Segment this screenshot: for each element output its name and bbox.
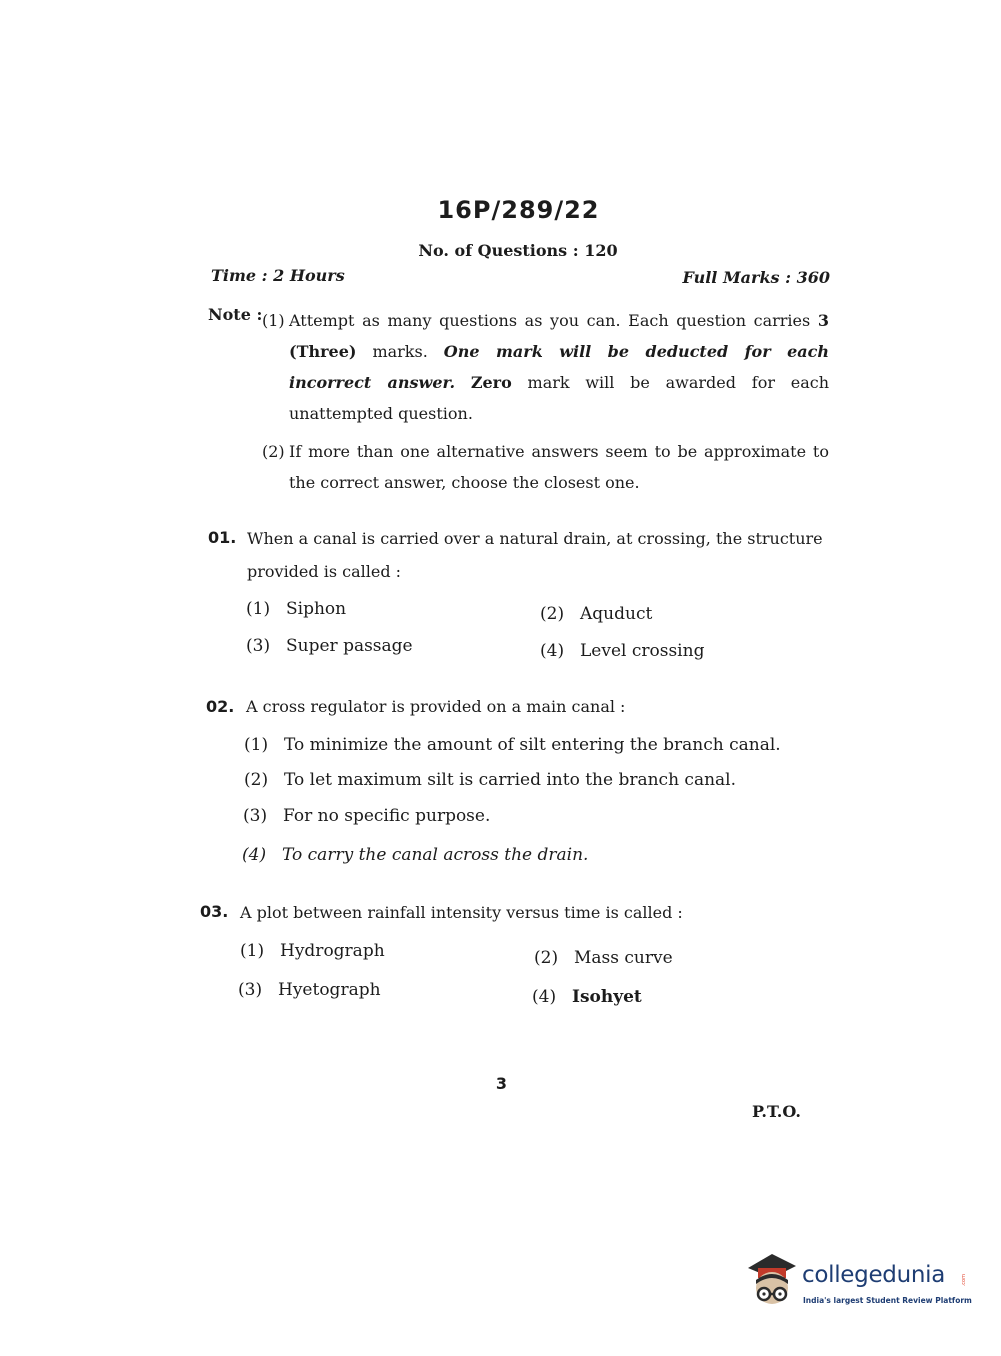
option-text: Mass curve xyxy=(574,948,673,968)
note-item-1-unattempted: mark will be awarded for each unattempted question. xyxy=(289,373,830,423)
paper-code: 16P/289/22 xyxy=(437,196,600,224)
option-number: (3) xyxy=(243,806,268,826)
option-text: For no specific purpose. xyxy=(283,806,491,826)
option-text: Super passage xyxy=(286,636,413,656)
note-item-2 xyxy=(262,436,829,498)
question-option xyxy=(242,845,588,865)
question-number: 02. xyxy=(206,697,235,716)
logo-tagline: India's largest Student Review Platform xyxy=(803,1296,972,1305)
note-label: Note : xyxy=(208,305,263,324)
question-text: A plot between rainfall intensity versus time is called : xyxy=(240,903,683,922)
number-of-questions: No. of Questions : 120 xyxy=(418,241,618,260)
option-text: Hydrograph xyxy=(280,941,385,961)
question-text: A cross regulator is provided on a main canal : xyxy=(246,697,626,716)
option-text: Isohyet xyxy=(572,987,642,1007)
option-text: To minimize the amount of silt entering the branch canal. xyxy=(284,735,781,755)
logo-dotcom: .com xyxy=(961,1274,967,1287)
please-turn-over: P.T.O. xyxy=(752,1102,801,1121)
question-option xyxy=(532,987,642,1007)
question-option xyxy=(243,806,490,826)
logo-brand-name: collegedunia xyxy=(802,1262,946,1288)
option-number: (3) xyxy=(238,980,263,1000)
eye-left xyxy=(762,1292,765,1295)
option-number: (2) xyxy=(244,770,269,790)
option-text: To let maximum silt is carried into the branch canal. xyxy=(284,770,737,790)
time-allowed: Time : 2 Hours xyxy=(211,266,345,285)
note-item-2-number: (2) xyxy=(262,442,285,461)
question-option xyxy=(540,604,652,624)
note-item-1-marks-word: marks. xyxy=(372,342,428,361)
note-negative-marking: One mark will be deducted for each incorrect answer. xyxy=(289,342,829,392)
option-number: (4) xyxy=(540,641,565,661)
question-option xyxy=(540,641,704,661)
note-item-1 xyxy=(262,305,830,429)
option-number: (2) xyxy=(534,948,559,968)
option-number: (1) xyxy=(246,599,271,619)
option-text: Aquduct xyxy=(580,604,653,624)
question-option xyxy=(244,735,781,755)
mascot-icon xyxy=(742,1250,802,1320)
option-number: (1) xyxy=(240,941,265,961)
option-number: (1) xyxy=(244,735,269,755)
full-marks: Full Marks : 360 xyxy=(682,268,830,287)
option-text: To carry the canal across the drain. xyxy=(282,845,589,865)
option-number: (4) xyxy=(242,845,267,865)
question-option xyxy=(244,770,736,790)
question-text: When a canal is carried over a natural drain, at crossing, the structure provided is called : xyxy=(247,529,823,581)
note-item-1-marks: 3 (Three) xyxy=(289,311,829,361)
question-option xyxy=(246,636,413,656)
note-item-1-number: (1) xyxy=(262,311,285,330)
option-number: (4) xyxy=(532,987,557,1007)
option-text: Level crossing xyxy=(580,641,705,661)
page-number: 3 xyxy=(495,1074,508,1093)
option-number: (3) xyxy=(246,636,271,656)
collegedunia-logo xyxy=(742,1250,972,1320)
question-option xyxy=(238,980,381,1000)
option-text: Siphon xyxy=(286,599,347,619)
note-zero: Zero xyxy=(470,373,512,392)
question-number: 01. xyxy=(208,528,237,547)
note-item-1-text: Attempt as many questions as you can. Each question carries xyxy=(289,311,811,330)
note-item-2-text: If more than one alternative answers seem to be approximate to the correct answer, choose the closest one. xyxy=(289,442,829,492)
option-number: (2) xyxy=(540,604,565,624)
question-option xyxy=(240,941,385,961)
option-text: Hyetograph xyxy=(278,980,381,1000)
question-option xyxy=(246,599,346,619)
question-option xyxy=(534,948,673,968)
eye-right xyxy=(778,1292,781,1295)
question-number: 03. xyxy=(200,902,229,921)
